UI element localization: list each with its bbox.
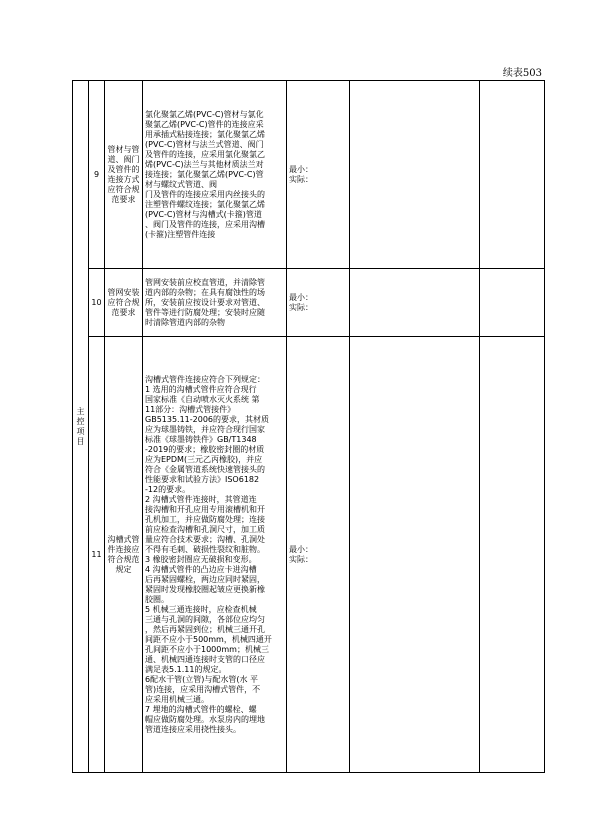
requirement-line: 沟槽式管件连接应符合下列规定： [145,374,265,384]
min-label: 最小： [289,164,313,174]
requirement-line: 7 埋地的沟槽式管件的螺栓、螺 [145,704,257,714]
requirement-line: 标准《球墨铸铁件》GB/T1348 [145,434,257,444]
actual-label: 实际： [289,174,313,184]
remark-cell[interactable] [480,337,545,773]
requirement-line: 不得有毛刺、破损性裂纹和脏物。 [145,544,265,554]
requirement-line: 所，安装前应按设计要求对管道、 [145,297,265,307]
requirement-line: 管网安装前应校直管道，并清除管 [145,277,265,287]
table-row [73,81,545,269]
requirement-line: 国家标准《自动喷水灭火系统 第 [145,394,260,404]
requirement-line: 量应符合技术要求；沟槽、孔洞处 [145,534,265,544]
table-row [73,337,545,773]
requirement-line: 1 选用的沟槽式管件应符合现行 [145,384,257,394]
requirement-line: 烯(PVC-C)法兰与其他材质法兰对 [145,159,264,169]
requirement-line: 11部分：沟槽式管接件》 [145,404,236,414]
item-name: 沟槽式管件连接应符合规范规定 [105,337,143,773]
requirement-line: ，然后再紧固到位；机械三通开孔 [145,624,265,634]
requirement-line: 管)连接，应采用沟槽式管件，不 [145,684,261,694]
requirement-line: -12的要求。 [145,484,191,494]
requirement-line: 用承插式粘接连接；氯化聚氯乙烯 [145,129,265,139]
measurement-cell[interactable] [287,81,350,269]
result-cell[interactable] [350,337,480,773]
table-row [73,269,545,337]
requirement-line: 三通与孔洞的间隙，各部位应均匀 [145,614,265,624]
measurement-cell[interactable] [287,337,350,773]
requirement-line: 材与螺纹式管道、阀 [145,179,217,189]
requirement-line: 接沟槽和开孔应用专用滚槽机和开 [145,504,265,514]
requirement-line: 胶圈。 [145,594,169,604]
requirement-line: 道内部的杂物；在具有腐蚀性的场 [145,287,265,297]
actual-label: 实际： [289,554,313,564]
requirement-line: GB5135.11-2006的要求，其材质 [145,414,270,424]
item-name: 管网安装应符合规范要求 [105,269,143,337]
requirement-line: 符合《金属管道系统快速管接头的 [145,464,265,474]
requirement-line: 孔机加工，并应做防腐处理；连接 [145,514,265,524]
requirement-line: 管道连接应采用挠性接头。 [145,724,241,734]
result-cell[interactable] [350,81,480,269]
requirement-text [143,81,287,269]
requirement-line: 2 沟槽式管件连接时，其管道连 [145,494,257,504]
result-cell[interactable] [350,269,480,337]
requirement-line: 应为球墨铸铁，并应符合现行国家 [145,424,265,434]
requirement-text [143,337,287,773]
requirement-line: 接连接；氯化聚氯乙烯(PVC-C)管 [145,169,264,179]
requirement-line: 应采用机械三通。 [145,694,209,704]
requirement-line: 满足表5.1.11的规定。 [145,664,227,674]
requirement-line: 后再紧固螺栓，两边应同时紧固， [145,574,265,584]
requirement-line: (卡箍)注塑管件连接 [145,229,216,239]
requirement-text [143,269,287,337]
item-name: 管材与管道、阀门及管件的连接方式应符合规范要求 [105,81,143,269]
min-label: 最小： [289,292,313,302]
min-label: 最小： [289,544,313,554]
requirement-line: 时清除管道内部的杂物 [145,317,225,327]
requirement-line: 及管件的连接，应采用氯化聚氯乙 [145,149,265,159]
requirement-line: 性能要求和试验方法》ISO6182 [145,474,260,484]
requirement-line: 孔间距不应小于1000mm；机械三 [145,644,269,654]
requirement-line: -2019的要求；橡胶密封圈的材质 [145,444,265,454]
requirement-line: 帽应做防腐处理。水泵房内的埋地 [145,714,265,724]
requirement-line: 6配水干管(立管)与配水管(水 平 [145,674,258,684]
row-number: 9 [89,81,105,269]
requirement-line: 管件等进行防腐处理；安装时应随 [145,307,265,317]
actual-label: 实际： [289,302,313,312]
measurement-cell[interactable] [287,269,350,337]
requirement-line: 紧固时发现橡胶圈起皱应更换新橡 [145,584,265,594]
row-number: 10 [89,269,105,337]
requirement-line: (PVC-C)管材与沟槽式(卡箍)管道 [145,209,262,219]
requirement-line: 、阀门及管件的连接，应采用沟槽 [145,219,265,229]
requirement-line: 聚氯乙烯(PVC-C)管件的连接应采 [145,119,264,129]
requirement-line: 间距不应小于500mm，机械四通开 [145,634,272,644]
remark-cell[interactable] [480,269,545,337]
requirement-line: 通、机械四通连接时支管的口径应 [145,654,265,664]
row-number: 11 [89,337,105,773]
requirement-line: 4 沟槽式管件的凸边应卡进沟槽 [145,564,257,574]
requirement-line: 门及管件的连接应采用内丝接头的 [145,189,265,199]
page-reference: 续表503 [502,68,542,79]
requirement-line: 氯化聚氯乙烯(PVC-C)管材与氯化 [145,109,264,119]
requirement-line: 注塑管件螺纹连接；氯化聚氯乙烯 [145,199,265,209]
remark-cell[interactable] [480,81,545,269]
section-label: 主控项目 [73,81,89,773]
requirement-line: 5 机械三通连接时，应检查机械 [145,604,257,614]
requirement-line: (PVC-C)管材与法兰式管道、阀门 [145,139,264,149]
inspection-table [72,80,545,773]
requirement-line: 3 橡胶密封圈应无破损和变形。 [145,554,257,564]
requirement-line: 前应检查沟槽和孔洞尺寸，加工质 [145,524,265,534]
requirement-line: 应为EPDM(三元乙丙橡胶)，并应 [145,454,263,464]
